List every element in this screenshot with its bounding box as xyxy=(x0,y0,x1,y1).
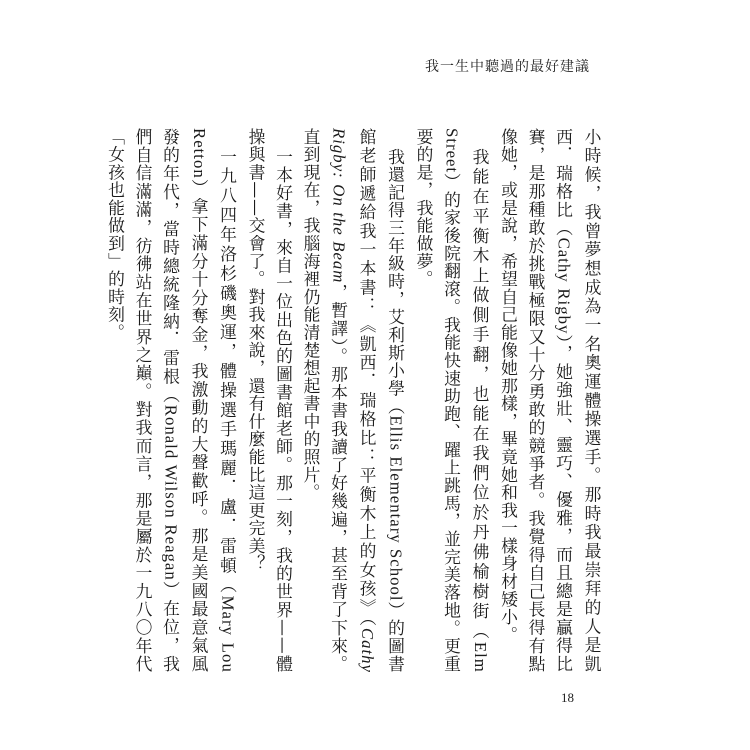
latin-text: Cathy Rigby: On the Beam xyxy=(329,128,377,673)
latin-text: Elm Street xyxy=(442,128,490,673)
running-head-title: 我一生中聽過的最好建議 xyxy=(425,59,590,75)
latin-text: Mary Lou Retton xyxy=(190,128,238,673)
paragraph xyxy=(297,128,410,673)
text-segment: 一本好書，來自一位出色的圖書館老師。那一刻，我的世界——體操與書——交會了。對我來說，還有什麼能比這更完美？ xyxy=(246,128,294,673)
text-segment: ，暫譯）。那本書我讀了好幾遍，甚至背了下來。直到現在，我腦海裡仍能清楚想起書中的照片。 xyxy=(301,128,349,673)
paragraph xyxy=(242,128,297,673)
text-segment: ）的家後院翻滾。我能快速助跑、躍上跳馬，並完美落地。更重要的是，我能做夢。 xyxy=(414,128,462,673)
paragraph xyxy=(494,128,605,673)
paragraph xyxy=(101,128,242,673)
latin-text: Cathy Rigby xyxy=(554,237,574,335)
text-segment: 小時候，我曾夢想成為一名奧運體操選手。那時我最崇拜的人是凱西．瑞格比（ xyxy=(553,128,602,673)
latin-text: Ellis Elementary School xyxy=(386,415,406,602)
text-segment: 一九八四年洛杉磯奧運，體操選手瑪麗．盧．雷頓（ xyxy=(217,148,238,596)
body-text xyxy=(101,128,605,673)
text-segment: 我還記得三年級時，艾利斯小學（ xyxy=(385,148,406,416)
text-segment: ）的圖書館老師遞給我一本書：《凱西．瑞格比：平衡木上的女孩》（ xyxy=(357,128,406,673)
text-segment: ）在位，我們自信滿滿，彷彿站在世界之巔。對我而言，那是屬於一九八〇年代「女孩也能做到」的時刻。 xyxy=(105,128,181,674)
page-number: 18 xyxy=(561,690,574,705)
paragraph xyxy=(410,128,495,673)
text-segment: 我能在平衡木上做側手翻，也能在我們位於丹佛榆樹街（ xyxy=(470,148,490,643)
text-segment: ）拿下滿分十分奪金，我激動的大聲歡呼。那是美國最意氣風發的年代，當時總統隆納．雷根（ xyxy=(160,128,209,673)
text-segment: ），她強壯、靈巧、優雅，而且總是贏得比賽，是那種敢於挑戰極限又十分勇敢的競爭者。我覺得自己長得有點像她，或是說，希望自己能像她那樣，畢竟她和我一樣身材矮小。 xyxy=(498,128,574,673)
latin-text: Ronald Wilson Reagan xyxy=(161,404,181,581)
